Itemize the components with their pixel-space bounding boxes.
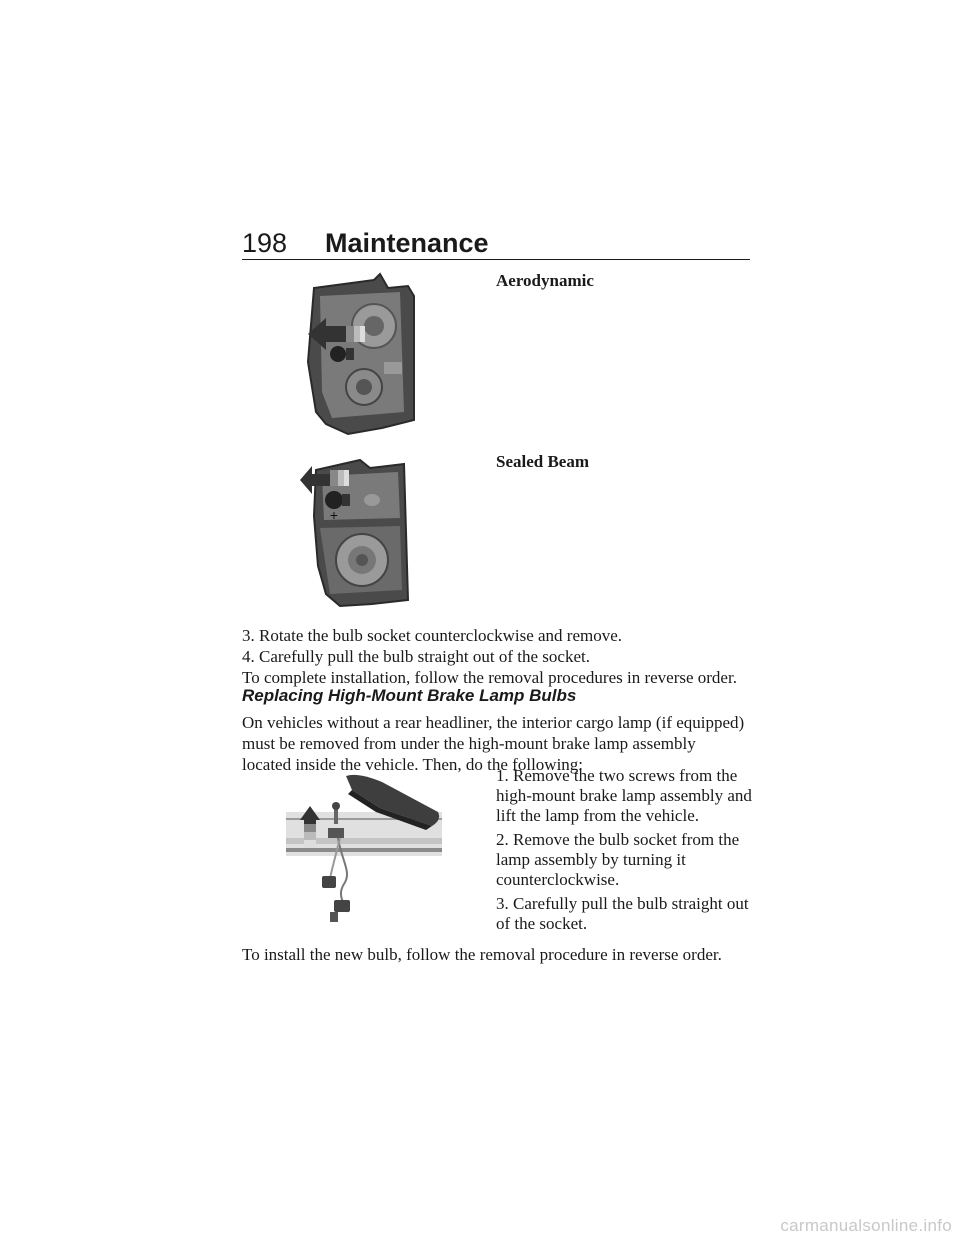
sealed-beam-caption: Sealed Beam [496,452,590,471]
page-number: 198 [242,228,288,258]
high-mount-intro: On vehicles without a rear headliner, the interior cargo lamp (if equipped) must be removed from under the high-mount brake lamp assembly located inside the vehicle. Then, do the following: [242,713,745,774]
high-mount-step-3: 3. Carefully pull the bulb straight out of the socket. [496,894,749,933]
section-title: Maintenance [325,228,489,258]
high-mount-step-1: 1. Remove the two screws from the high-mount brake lamp assembly and lift the lamp from the vehicle. [496,766,752,825]
sealed-beam-lamp-illustration [300,456,412,608]
header-rule [242,259,750,260]
closing-note: To install the new bulb, follow the removal procedure in reverse order. [242,945,722,964]
high-mount-heading: Replacing High-Mount Brake Lamp Bulbs [242,686,577,705]
high-mount-step-2: 2. Remove the bulb socket from the lamp assembly by turning it counterclockwise. [496,830,740,889]
svg-text:+: + [329,507,339,523]
step-4-text: 4. Carefully pull the bulb straight out of the socket. [242,647,590,666]
aerodynamic-lamp-illustration [296,272,424,437]
step-3-text: 3. Rotate the bulb socket counterclockwise and remove. [242,626,623,645]
high-mount-brake-lamp-illustration [286,772,442,928]
watermark: carmanualsonline.info [780,1216,952,1235]
aerodynamic-caption: Aerodynamic [496,271,594,290]
install-note: To complete installation, follow the removal procedures in reverse order. [242,668,737,687]
